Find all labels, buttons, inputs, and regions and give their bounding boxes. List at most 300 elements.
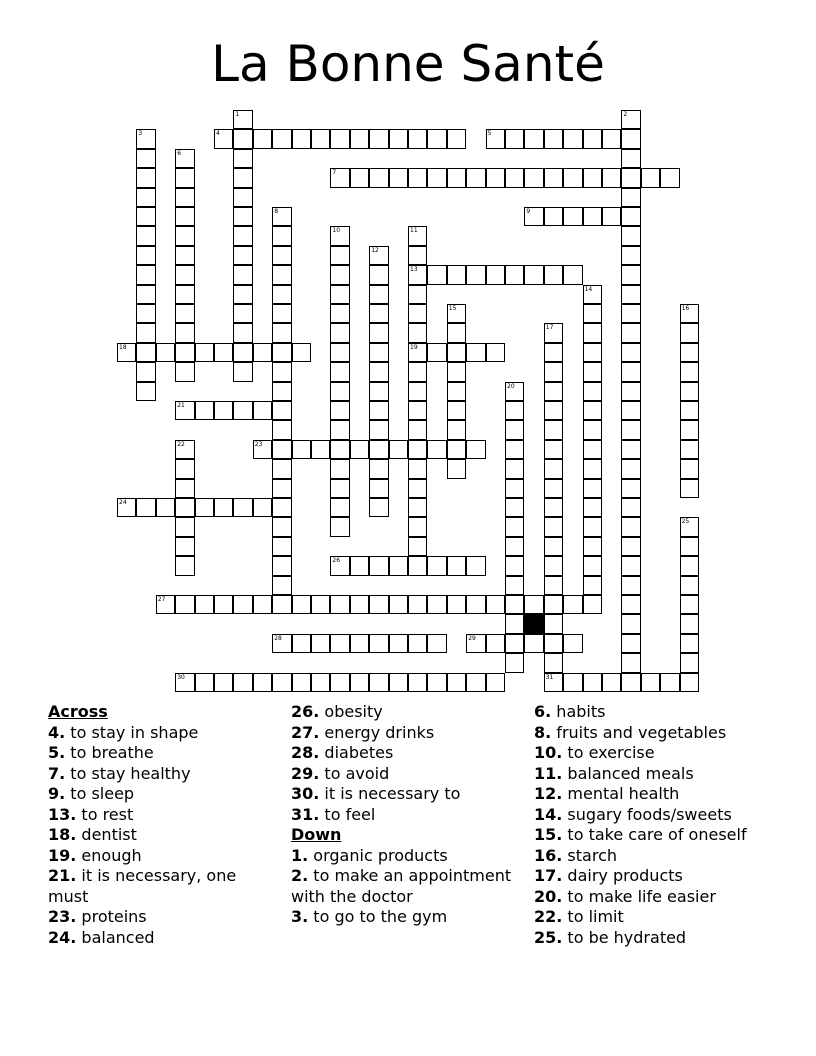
grid-cell[interactable]	[136, 149, 155, 168]
grid-cell[interactable]	[136, 382, 155, 401]
grid-cell[interactable]	[447, 673, 466, 692]
grid-cell[interactable]	[156, 498, 175, 517]
grid-cell[interactable]	[233, 226, 252, 245]
grid-cell[interactable]	[156, 343, 175, 362]
grid-cell[interactable]	[621, 440, 640, 459]
grid-cell[interactable]	[583, 576, 602, 595]
grid-cell[interactable]	[680, 479, 699, 498]
grid-cell[interactable]	[272, 517, 291, 536]
grid-cell[interactable]	[214, 595, 233, 614]
grid-cell[interactable]	[330, 401, 349, 420]
grid-cell[interactable]	[369, 343, 388, 362]
grid-cell[interactable]	[427, 343, 446, 362]
grid-cell[interactable]	[427, 634, 446, 653]
grid-cell[interactable]	[233, 673, 252, 692]
grid-cell[interactable]	[389, 440, 408, 459]
grid-cell[interactable]	[389, 168, 408, 187]
grid-cell[interactable]	[175, 207, 194, 226]
grid-cell[interactable]	[175, 168, 194, 187]
grid-cell[interactable]	[466, 343, 485, 362]
grid-cell[interactable]	[447, 459, 466, 478]
grid-cell[interactable]	[369, 265, 388, 284]
grid-cell[interactable]	[350, 168, 369, 187]
grid-cell[interactable]	[272, 323, 291, 342]
grid-cell[interactable]	[544, 595, 563, 614]
grid-cell[interactable]	[233, 304, 252, 323]
grid-cell[interactable]	[408, 304, 427, 323]
grid-cell[interactable]	[408, 323, 427, 342]
grid-cell[interactable]	[602, 168, 621, 187]
grid-cell[interactable]	[621, 149, 640, 168]
grid-cell[interactable]	[680, 304, 699, 323]
grid-cell[interactable]	[544, 517, 563, 536]
grid-cell[interactable]	[408, 401, 427, 420]
grid-cell[interactable]	[136, 188, 155, 207]
grid-cell[interactable]	[330, 595, 349, 614]
grid-cell[interactable]	[524, 207, 543, 226]
grid-cell[interactable]	[175, 673, 194, 692]
grid-cell[interactable]	[505, 420, 524, 439]
grid-cell[interactable]	[427, 673, 446, 692]
grid-cell[interactable]	[621, 673, 640, 692]
grid-cell[interactable]	[621, 323, 640, 342]
grid-cell[interactable]	[641, 673, 660, 692]
grid-cell[interactable]	[486, 634, 505, 653]
grid-cell[interactable]	[408, 479, 427, 498]
grid-cell[interactable]	[272, 595, 291, 614]
grid-cell[interactable]	[583, 498, 602, 517]
grid-cell[interactable]	[272, 285, 291, 304]
grid-cell[interactable]	[369, 459, 388, 478]
grid-cell[interactable]	[253, 595, 272, 614]
grid-cell[interactable]	[272, 420, 291, 439]
grid-cell[interactable]	[621, 343, 640, 362]
grid-cell[interactable]	[330, 246, 349, 265]
grid-cell[interactable]	[195, 343, 214, 362]
grid-cell[interactable]	[680, 614, 699, 633]
grid-cell[interactable]	[621, 401, 640, 420]
grid-cell[interactable]	[505, 653, 524, 672]
grid-cell[interactable]	[621, 362, 640, 381]
grid-cell[interactable]	[330, 304, 349, 323]
grid-cell[interactable]	[330, 634, 349, 653]
grid-cell[interactable]	[330, 129, 349, 148]
grid-cell[interactable]	[311, 129, 330, 148]
grid-cell[interactable]	[447, 168, 466, 187]
grid-cell[interactable]	[524, 634, 543, 653]
grid-cell[interactable]	[621, 129, 640, 148]
grid-cell[interactable]	[583, 595, 602, 614]
grid-cell[interactable]	[408, 537, 427, 556]
grid-cell[interactable]	[563, 673, 582, 692]
grid-cell[interactable]	[505, 479, 524, 498]
grid-cell[interactable]	[136, 246, 155, 265]
grid-cell[interactable]	[350, 129, 369, 148]
grid-cell[interactable]	[253, 401, 272, 420]
grid-cell[interactable]	[427, 129, 446, 148]
grid-cell[interactable]	[583, 304, 602, 323]
grid-cell[interactable]	[427, 265, 446, 284]
grid-cell[interactable]	[214, 498, 233, 517]
grid-cell[interactable]	[583, 673, 602, 692]
grid-cell[interactable]	[680, 517, 699, 536]
grid-cell[interactable]	[369, 556, 388, 575]
grid-cell[interactable]	[583, 362, 602, 381]
grid-cell[interactable]	[486, 595, 505, 614]
grid-cell[interactable]	[505, 634, 524, 653]
grid-cell[interactable]	[253, 498, 272, 517]
grid-cell[interactable]	[680, 576, 699, 595]
grid-cell[interactable]	[621, 614, 640, 633]
grid-cell[interactable]	[369, 323, 388, 342]
grid-cell[interactable]	[272, 304, 291, 323]
grid-cell[interactable]	[583, 343, 602, 362]
grid-cell[interactable]	[136, 343, 155, 362]
grid-cell[interactable]	[563, 595, 582, 614]
grid-cell[interactable]	[447, 382, 466, 401]
grid-cell[interactable]	[330, 265, 349, 284]
grid-cell[interactable]	[233, 595, 252, 614]
grid-cell[interactable]	[544, 168, 563, 187]
grid-cell[interactable]	[311, 440, 330, 459]
grid-cell[interactable]	[408, 517, 427, 536]
grid-cell[interactable]	[544, 129, 563, 148]
grid-cell[interactable]	[195, 498, 214, 517]
grid-cell[interactable]	[195, 673, 214, 692]
grid-cell[interactable]	[466, 673, 485, 692]
grid-cell[interactable]	[680, 343, 699, 362]
grid-cell[interactable]	[621, 556, 640, 575]
grid-cell[interactable]	[330, 323, 349, 342]
grid-cell[interactable]	[447, 556, 466, 575]
grid-cell[interactable]	[233, 401, 252, 420]
grid-cell[interactable]	[621, 168, 640, 187]
grid-cell[interactable]	[544, 207, 563, 226]
grid-cell[interactable]	[447, 265, 466, 284]
grid-cell[interactable]	[505, 556, 524, 575]
grid-cell[interactable]	[680, 634, 699, 653]
grid-cell[interactable]	[330, 556, 349, 575]
grid-cell[interactable]	[369, 420, 388, 439]
grid-cell[interactable]	[272, 479, 291, 498]
grid-cell[interactable]	[505, 440, 524, 459]
grid-cell[interactable]	[175, 362, 194, 381]
grid-cell[interactable]	[175, 595, 194, 614]
grid-cell[interactable]	[389, 634, 408, 653]
grid-cell[interactable]	[136, 168, 155, 187]
grid-cell[interactable]	[136, 265, 155, 284]
grid-cell[interactable]	[330, 285, 349, 304]
grid-cell[interactable]	[447, 323, 466, 342]
grid-cell[interactable]	[583, 517, 602, 536]
grid-cell[interactable]	[369, 673, 388, 692]
grid-cell[interactable]	[408, 440, 427, 459]
grid-cell[interactable]	[330, 459, 349, 478]
grid-cell[interactable]	[292, 595, 311, 614]
grid-cell[interactable]	[233, 246, 252, 265]
grid-cell[interactable]	[602, 673, 621, 692]
grid-cell[interactable]	[272, 382, 291, 401]
grid-cell[interactable]	[369, 479, 388, 498]
grid-cell[interactable]	[621, 226, 640, 245]
grid-cell[interactable]	[350, 595, 369, 614]
grid-cell[interactable]	[389, 673, 408, 692]
grid-cell[interactable]	[389, 129, 408, 148]
grid-cell[interactable]	[195, 595, 214, 614]
grid-cell[interactable]	[408, 673, 427, 692]
grid-cell[interactable]	[505, 576, 524, 595]
grid-cell[interactable]	[621, 285, 640, 304]
grid-cell[interactable]	[621, 498, 640, 517]
grid-cell[interactable]	[427, 440, 446, 459]
grid-cell[interactable]	[680, 537, 699, 556]
grid-cell[interactable]	[602, 129, 621, 148]
grid-cell[interactable]	[195, 401, 214, 420]
grid-cell[interactable]	[544, 673, 563, 692]
grid-cell[interactable]	[233, 207, 252, 226]
grid-cell[interactable]	[136, 226, 155, 245]
grid-cell[interactable]	[233, 265, 252, 284]
grid-cell[interactable]	[466, 556, 485, 575]
grid-cell[interactable]	[369, 168, 388, 187]
grid-cell[interactable]	[117, 498, 136, 517]
grid-cell[interactable]	[117, 343, 136, 362]
grid-cell[interactable]	[175, 479, 194, 498]
grid-cell[interactable]	[680, 440, 699, 459]
grid-cell[interactable]	[583, 129, 602, 148]
grid-cell[interactable]	[214, 673, 233, 692]
grid-cell[interactable]	[330, 343, 349, 362]
grid-cell[interactable]	[330, 673, 349, 692]
grid-cell[interactable]	[272, 576, 291, 595]
grid-cell[interactable]	[621, 207, 640, 226]
grid-cell[interactable]	[214, 343, 233, 362]
grid-cell[interactable]	[330, 440, 349, 459]
grid-cell[interactable]	[233, 110, 252, 129]
grid-cell[interactable]	[680, 382, 699, 401]
grid-cell[interactable]	[330, 168, 349, 187]
grid-cell[interactable]	[292, 673, 311, 692]
grid-cell[interactable]	[369, 595, 388, 614]
grid-cell[interactable]	[272, 537, 291, 556]
grid-cell[interactable]	[136, 498, 155, 517]
grid-cell[interactable]	[369, 129, 388, 148]
grid-cell[interactable]	[175, 304, 194, 323]
grid-cell[interactable]	[175, 265, 194, 284]
grid-cell[interactable]	[583, 479, 602, 498]
grid-cell[interactable]	[660, 168, 679, 187]
grid-cell[interactable]	[253, 440, 272, 459]
grid-cell[interactable]	[621, 537, 640, 556]
grid-cell[interactable]	[621, 479, 640, 498]
grid-cell[interactable]	[272, 129, 291, 148]
grid-cell[interactable]	[175, 226, 194, 245]
grid-cell[interactable]	[544, 323, 563, 342]
grid-cell[interactable]	[389, 556, 408, 575]
grid-cell[interactable]	[544, 401, 563, 420]
grid-cell[interactable]	[447, 401, 466, 420]
grid-cell[interactable]	[621, 110, 640, 129]
grid-cell[interactable]	[233, 323, 252, 342]
grid-cell[interactable]	[292, 440, 311, 459]
grid-cell[interactable]	[272, 343, 291, 362]
grid-cell[interactable]	[350, 440, 369, 459]
grid-cell[interactable]	[330, 498, 349, 517]
grid-cell[interactable]	[175, 246, 194, 265]
grid-cell[interactable]	[408, 265, 427, 284]
grid-cell[interactable]	[524, 129, 543, 148]
grid-cell[interactable]	[253, 129, 272, 148]
grid-cell[interactable]	[583, 556, 602, 575]
grid-cell[interactable]	[427, 168, 446, 187]
grid-cell[interactable]	[427, 595, 446, 614]
grid-cell[interactable]	[505, 517, 524, 536]
grid-cell[interactable]	[544, 343, 563, 362]
grid-cell[interactable]	[350, 634, 369, 653]
grid-cell[interactable]	[272, 362, 291, 381]
grid-cell[interactable]	[408, 556, 427, 575]
grid-cell[interactable]	[272, 265, 291, 284]
grid-cell[interactable]	[505, 614, 524, 633]
grid-cell[interactable]	[272, 401, 291, 420]
grid-cell[interactable]	[233, 168, 252, 187]
grid-cell[interactable]	[136, 323, 155, 342]
grid-cell[interactable]	[330, 226, 349, 245]
grid-cell[interactable]	[272, 459, 291, 478]
grid-cell[interactable]	[505, 168, 524, 187]
grid-cell[interactable]	[175, 537, 194, 556]
grid-cell[interactable]	[233, 498, 252, 517]
grid-cell[interactable]	[408, 343, 427, 362]
grid-cell[interactable]	[369, 401, 388, 420]
grid-cell[interactable]	[156, 595, 175, 614]
grid-cell[interactable]	[544, 459, 563, 478]
grid-cell[interactable]	[505, 459, 524, 478]
grid-cell[interactable]	[621, 188, 640, 207]
grid-cell[interactable]	[136, 207, 155, 226]
grid-cell[interactable]	[583, 440, 602, 459]
grid-cell[interactable]	[233, 362, 252, 381]
grid-cell[interactable]	[369, 304, 388, 323]
grid-cell[interactable]	[486, 168, 505, 187]
grid-cell[interactable]	[350, 673, 369, 692]
grid-cell[interactable]	[233, 129, 252, 148]
grid-cell[interactable]	[544, 440, 563, 459]
grid-cell[interactable]	[233, 188, 252, 207]
grid-cell[interactable]	[292, 634, 311, 653]
grid-cell[interactable]	[272, 226, 291, 245]
grid-cell[interactable]	[466, 595, 485, 614]
grid-cell[interactable]	[447, 440, 466, 459]
grid-cell[interactable]	[253, 673, 272, 692]
grid-cell[interactable]	[253, 343, 272, 362]
grid-cell[interactable]	[233, 149, 252, 168]
grid-cell[interactable]	[175, 343, 194, 362]
grid-cell[interactable]	[583, 420, 602, 439]
grid-cell[interactable]	[544, 265, 563, 284]
grid-cell[interactable]	[641, 168, 660, 187]
grid-cell[interactable]	[660, 673, 679, 692]
grid-cell[interactable]	[175, 149, 194, 168]
grid-cell[interactable]	[505, 265, 524, 284]
grid-cell[interactable]	[680, 556, 699, 575]
grid-cell[interactable]	[583, 285, 602, 304]
grid-cell[interactable]	[272, 498, 291, 517]
grid-cell[interactable]	[175, 517, 194, 536]
grid-cell[interactable]	[408, 129, 427, 148]
grid-cell[interactable]	[466, 440, 485, 459]
grid-cell[interactable]	[408, 168, 427, 187]
grid-cell[interactable]	[583, 537, 602, 556]
grid-cell[interactable]	[621, 382, 640, 401]
grid-cell[interactable]	[505, 129, 524, 148]
grid-cell[interactable]	[563, 129, 582, 148]
grid-cell[interactable]	[272, 207, 291, 226]
grid-cell[interactable]	[311, 673, 330, 692]
grid-cell[interactable]	[544, 479, 563, 498]
grid-cell[interactable]	[369, 634, 388, 653]
grid-cell[interactable]	[680, 653, 699, 672]
grid-cell[interactable]	[621, 517, 640, 536]
grid-cell[interactable]	[389, 595, 408, 614]
grid-cell[interactable]	[447, 362, 466, 381]
grid-cell[interactable]	[369, 382, 388, 401]
grid-cell[interactable]	[621, 595, 640, 614]
grid-cell[interactable]	[486, 265, 505, 284]
grid-cell[interactable]	[408, 595, 427, 614]
grid-cell[interactable]	[136, 304, 155, 323]
grid-cell[interactable]	[486, 343, 505, 362]
grid-cell[interactable]	[466, 168, 485, 187]
grid-cell[interactable]	[175, 188, 194, 207]
grid-cell[interactable]	[544, 614, 563, 633]
grid-cell[interactable]	[486, 673, 505, 692]
grid-cell[interactable]	[408, 498, 427, 517]
grid-cell[interactable]	[408, 226, 427, 245]
grid-cell[interactable]	[408, 459, 427, 478]
grid-cell[interactable]	[369, 440, 388, 459]
grid-cell[interactable]	[544, 362, 563, 381]
grid-cell[interactable]	[466, 634, 485, 653]
grid-cell[interactable]	[680, 595, 699, 614]
grid-cell[interactable]	[136, 362, 155, 381]
grid-cell[interactable]	[175, 459, 194, 478]
grid-cell[interactable]	[175, 498, 194, 517]
grid-cell[interactable]	[524, 265, 543, 284]
grid-cell[interactable]	[680, 362, 699, 381]
grid-cell[interactable]	[175, 440, 194, 459]
grid-cell[interactable]	[583, 168, 602, 187]
grid-cell[interactable]	[408, 634, 427, 653]
grid-cell[interactable]	[544, 634, 563, 653]
grid-cell[interactable]	[583, 459, 602, 478]
grid-cell[interactable]	[544, 556, 563, 575]
grid-cell[interactable]	[175, 285, 194, 304]
grid-cell[interactable]	[330, 517, 349, 536]
grid-cell[interactable]	[272, 440, 291, 459]
grid-cell[interactable]	[175, 323, 194, 342]
grid-cell[interactable]	[583, 207, 602, 226]
grid-cell[interactable]	[447, 420, 466, 439]
grid-cell[interactable]	[214, 129, 233, 148]
grid-cell[interactable]	[175, 556, 194, 575]
grid-cell[interactable]	[369, 285, 388, 304]
grid-cell[interactable]	[524, 168, 543, 187]
grid-cell[interactable]	[330, 362, 349, 381]
grid-cell[interactable]	[680, 459, 699, 478]
grid-cell[interactable]	[563, 168, 582, 187]
grid-cell[interactable]	[583, 382, 602, 401]
